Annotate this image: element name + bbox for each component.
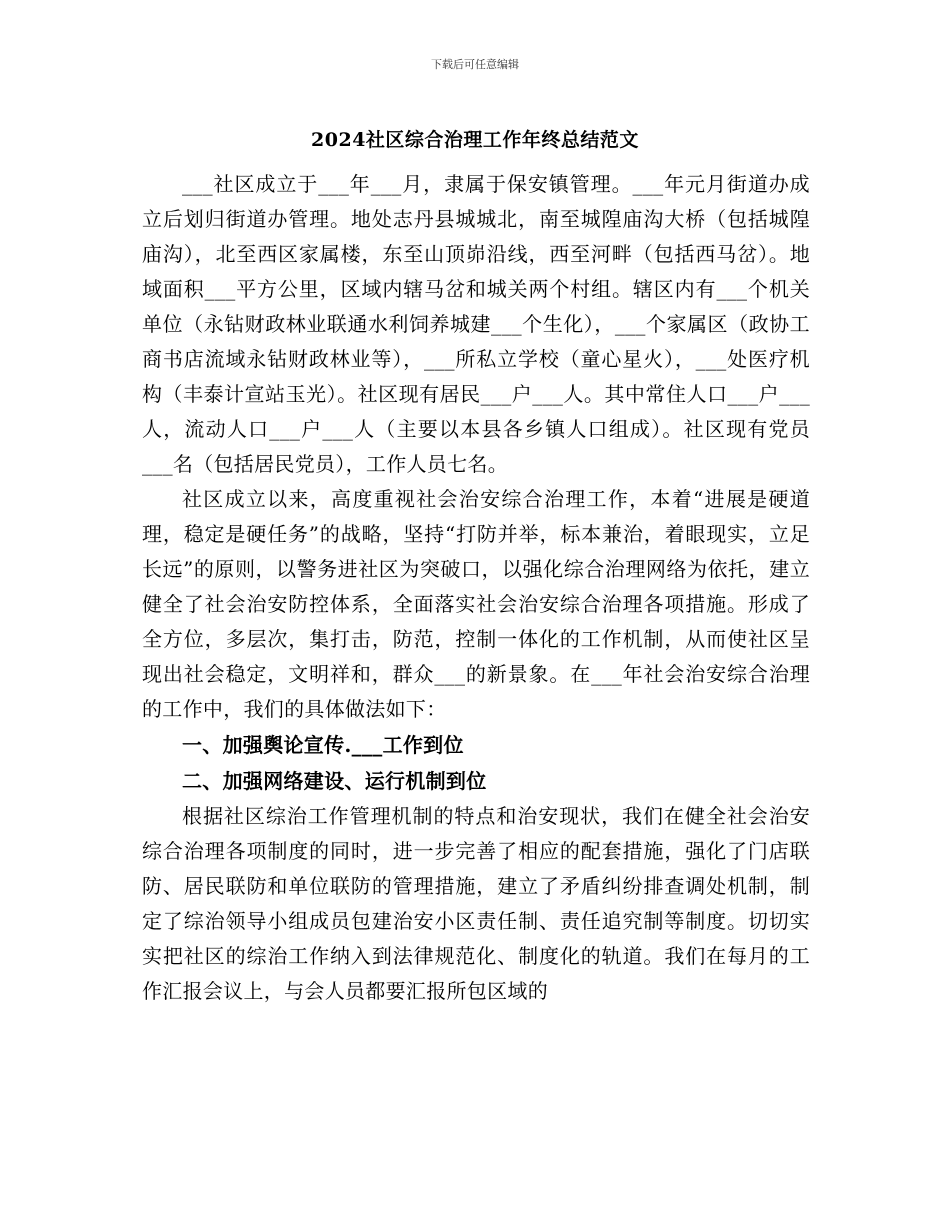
- document-title: 2024社区综合治理工作年终总结范文: [311, 129, 639, 151]
- paragraph-network-mechanism: 根据社区综治工作管理机制的特点和治安现状，我们在健全社会治安综合治理各项制度的同时，进一步完善了相应的配套措施，强化了门店联防、居民联防和单位联防的管理措施，建立了矛盾纠纷排查调处机制，制定了综治领导小组成员包建治安小区责任制、责任追究制等制度。切切实实把社区的综治工作纳入到法律规范化、制度化的轨道。我们在每月的工作汇报会议上，与会人员都要汇报所包区域的: [142, 804, 810, 1003]
- section-heading-1: 一、加强舆论宣传.___工作到位: [182, 733, 464, 757]
- section-heading-2: 二、加强网络建设、运行机制到位: [182, 769, 487, 793]
- document-body: [142, 167, 810, 1009]
- page-header-note: 下载后可任意编辑: [431, 58, 519, 71]
- paragraph-community-overview: ___社区成立于___年___月，隶属于保安镇管理。___年元月街道办成立后划归街道办管理。地处志丹县城城北，南至城隍庙沟大桥（包括城隍庙沟），北至西区家属楼，东至山顶峁沿线，西至河畔（包括西马岔）。地域面积___平方公里，区域内辖马岔和城关两个村组。辖区内有___个机关单位（永钻财政林业联通水利饲养城建___个生化），___个家属区（政协工商书店流域永钻财政林业等），___所私立学校（童心星火），___处医疗机构（丰泰计宣站玉光）。社区现有居民___户___人。其中常住人口___户___人，流动人口___户___人（主要以本县各乡镇人口组成）。社区现有党员___名（包括居民党员），工作人员七名。: [142, 172, 810, 476]
- paragraph-governance-approach: 社区成立以来，高度重视社会治安综合治理工作，本着“进展是硬道理，稳定是硬任务”的战略，坚持“打防并举，标本兼治，着眼现实，立足长远”的原则，以警务进社区为突破口，以强化综合治理网络为依托，建立健全了社会治安防控体系，全面落实社会治安综合治理各项措施。形成了全方位，多层次，集打击，防范，控制一体化的工作机制，从而使社区呈现出社会稳定，文明祥和，群众___的新景象。在___年社会治安综合治理的工作中，我们的具体做法如下：: [142, 487, 810, 721]
